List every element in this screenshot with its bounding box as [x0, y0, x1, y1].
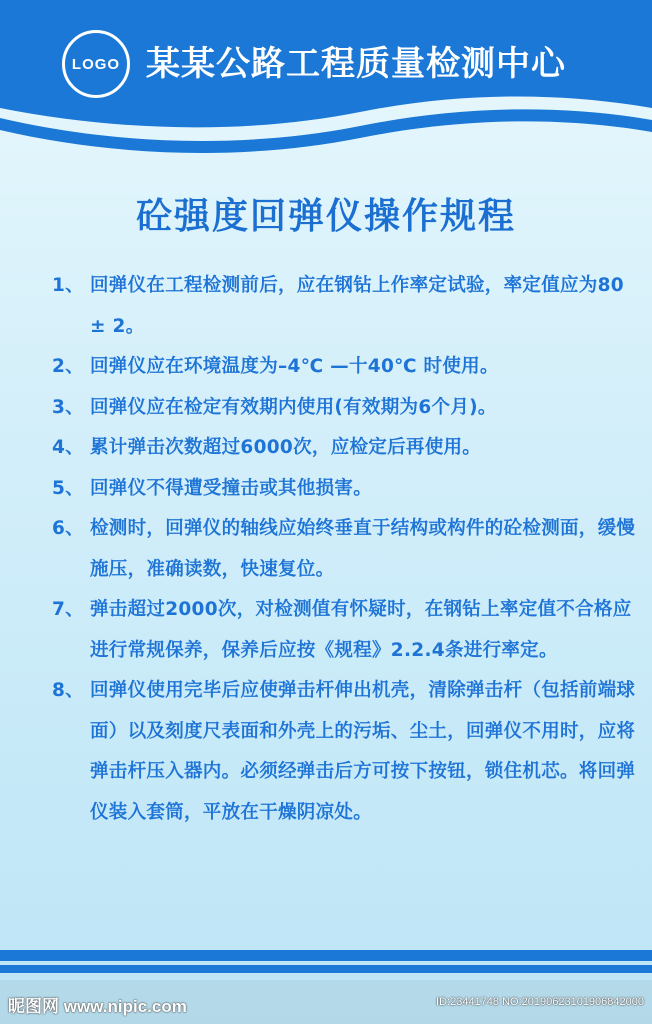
rule-number: 1、 [52, 275, 84, 296]
rule-text: 回弹仪在工程检测前后，应在钢钻上作率定试验，率定值应为80 ± 2。 [90, 275, 624, 337]
logo-text: LOGO [71, 55, 121, 73]
rule-number: 8、 [52, 680, 84, 701]
watermark-id: ID:23441748 NO:20190623101906842000 [436, 996, 644, 1008]
rule-item [52, 469, 640, 510]
rule-text: 回弹仪使用完毕后应使弹击杆伸出机壳，清除弹击杆（包括前端球面）以及刻度尺表面和外壳上的污垢、尘土，回弹仪不用时，应将弹击杆压入器内。必须经弹击后方可按下按钮，锁住机芯。将回弹仪装入套筒，平放在干燥阴凉处。 [90, 680, 636, 823]
rule-number: 4、 [52, 437, 84, 458]
logo [62, 30, 130, 98]
watermark-site: 昵图网 www.nipic.com [8, 997, 187, 1016]
rule-text: 回弹仪应在检定有效期内使用(有效期为6个月)。 [90, 396, 497, 418]
header-banner [0, 0, 652, 160]
rule-number: 3、 [52, 396, 84, 418]
rule-text: 回弹仪不得遭受撞击或其他损害。 [90, 477, 373, 499]
rule-number: 6、 [52, 518, 84, 539]
rule-item [52, 509, 640, 590]
rule-item [52, 428, 640, 469]
rule-item [52, 388, 640, 429]
footer-stripe [0, 950, 652, 961]
rule-text: 弹击超过2000次，对检测值有怀疑时，在钢钻上率定值不合格应进行常规保养，保养后应按《规程》2.2.4条进行率定。 [90, 599, 632, 661]
rule-text: 检测时，回弹仪的轴线应始终垂直于结构或构件的砼检测面，缓慢施压，准确读数，快速复位。 [90, 518, 636, 580]
rule-item [52, 347, 640, 388]
rules-list [52, 266, 640, 833]
rule-text: 回弹仪应在环境温度为–4℃ —十40℃ 时使用。 [90, 356, 499, 377]
footer-stripe [0, 965, 652, 973]
rule-item [52, 671, 640, 833]
rule-number: 7、 [52, 599, 84, 620]
rule-text: 累计弹击次数超过6000次，应检定后再使用。 [90, 437, 482, 458]
rule-item [52, 266, 640, 347]
page-title: 砼强度回弹仪操作规程 [135, 196, 516, 237]
rule-number: 2、 [52, 356, 84, 377]
rule-item [52, 590, 640, 671]
organization-name: 某某公路工程质量检测中心 [146, 44, 566, 84]
watermark-strip [0, 980, 652, 1024]
rule-number: 5、 [52, 477, 84, 499]
